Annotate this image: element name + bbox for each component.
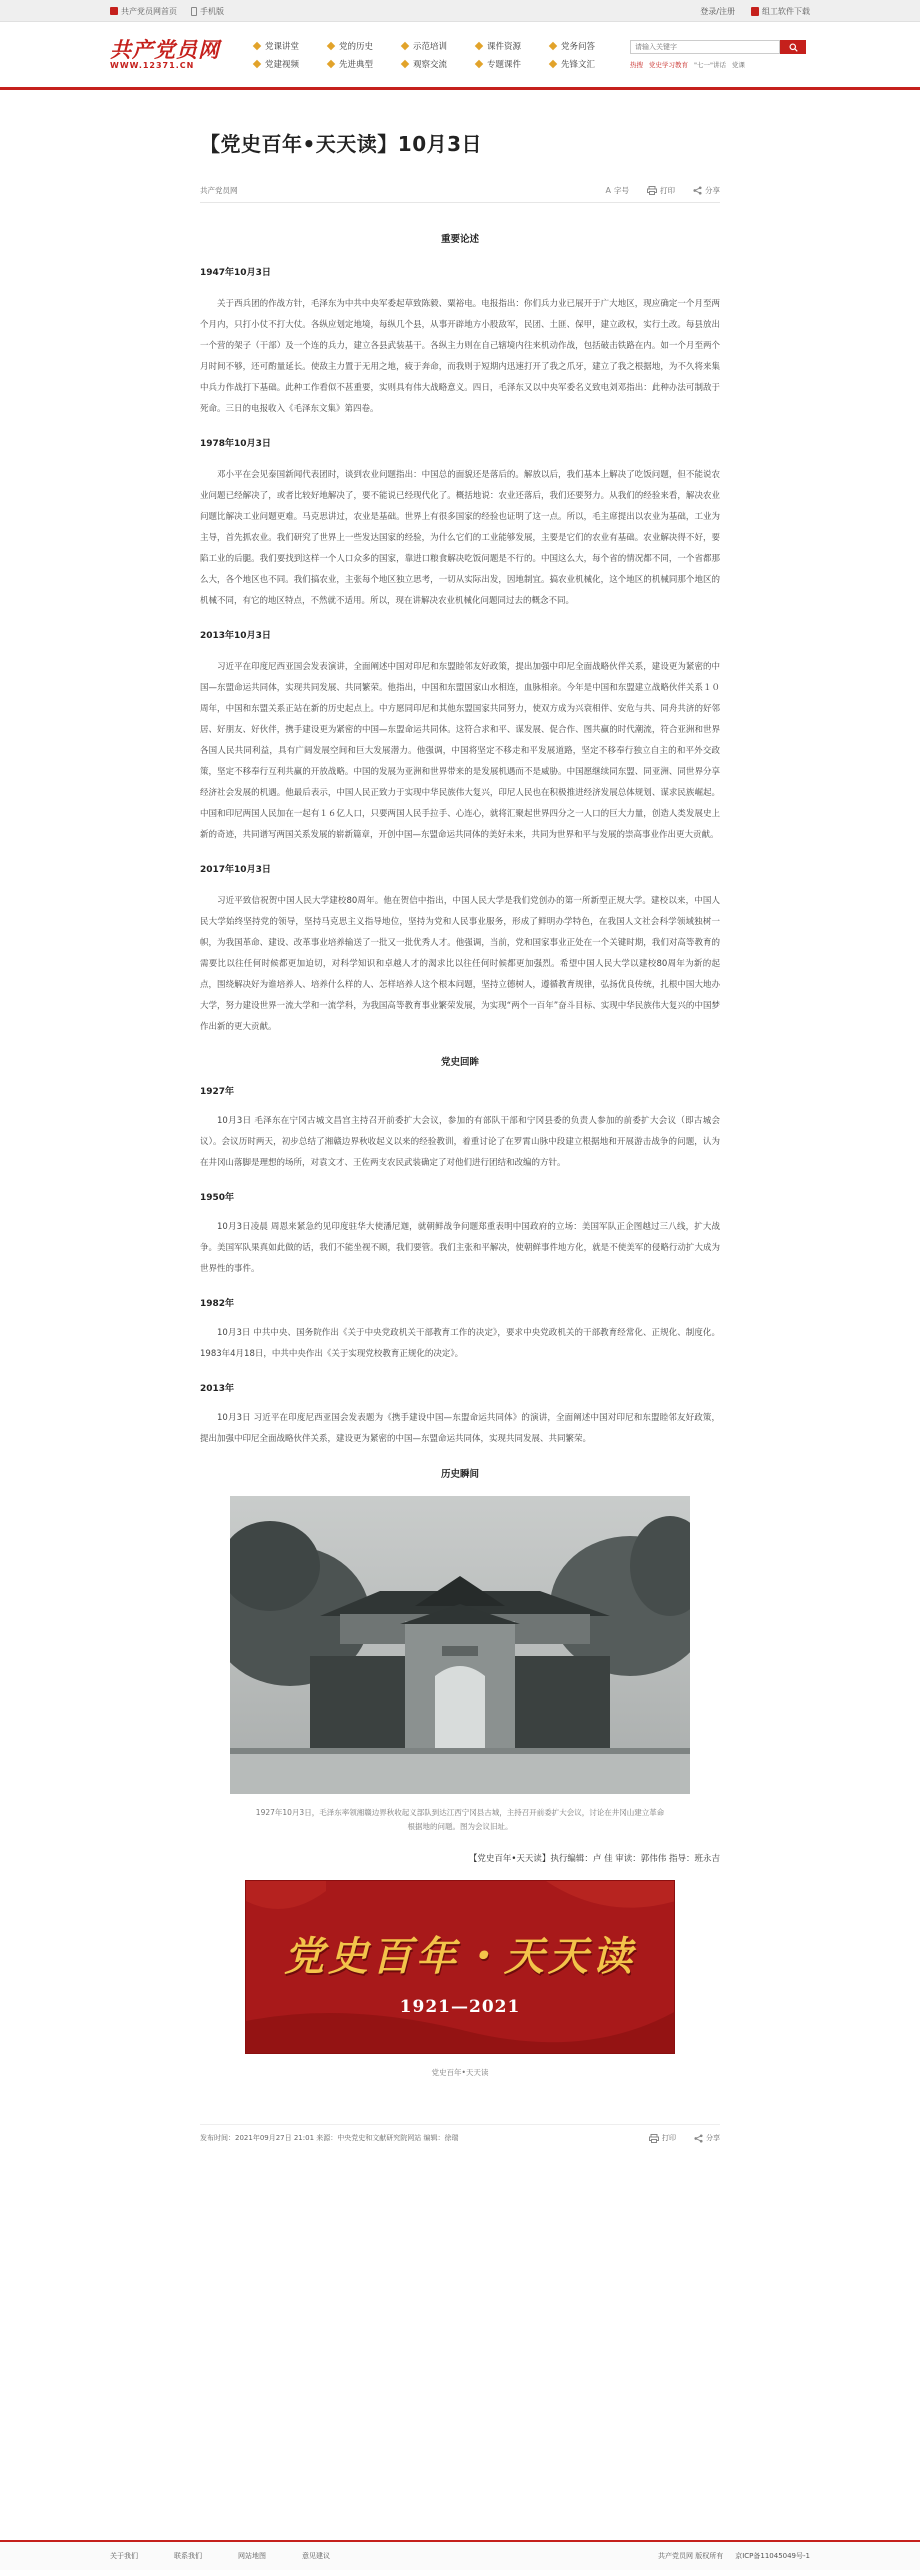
entry-date: 2013年10月3日 <box>200 631 271 641</box>
printer-icon <box>647 186 657 195</box>
editor-credit: 【党史百年•天天读】执行编辑：卢 佳 审读：郭伟伟 指导：班永吉 <box>468 1854 720 1864</box>
section-heading: 重要论述 <box>440 234 479 245</box>
mobile-icon <box>191 7 197 16</box>
nav-item[interactable]: 党建视频 <box>254 58 328 70</box>
bullet-icon <box>549 41 557 49</box>
series-banner <box>245 1880 675 2054</box>
download-icon <box>751 7 759 16</box>
nav-item[interactable]: 观察交流 <box>402 58 476 70</box>
search-icon <box>789 43 798 52</box>
search-button[interactable] <box>780 40 806 54</box>
home-link[interactable]: 共产党员网首页 <box>110 6 177 17</box>
share-icon <box>693 186 702 195</box>
download-link[interactable]: 组工软件下载 <box>751 6 810 17</box>
main-nav <box>254 40 624 70</box>
entry-text: 习近平在印度尼西亚国会发表演讲，全面阐述中国对印尼和东盟睦邻友好政策，提出加强中印尼全面战略伙伴关系，建设更为紧密的中国—东盟命运共同体，实现共同发展、共同繁荣。他指出，中国和东盟国家山水相连，血脉相亲。今年是中国和东盟建立战略伙伴关系１０周年，中国和东盟关系正站在新的历史起点上。中方愿同印尼和其他东盟国家共同努力，使双方成为兴衰相伴、安危与共、同舟共济的好邻居、好朋友、好伙伴，携手建设更为紧密的中国—东盟命运共同体。这符合求和平、谋发展、促合作、图共赢的时代潮流，符合亚洲和世界各国人民共同利益，具有广阔发展空间和巨大发展潜力。他强调，中国将坚定不移走和平发展道路，坚定不移奉行独立自主的和平外交政策，坚定不移奉行互利共赢的开放战略。中国的发展为亚洲和世界带来的是发展机遇而不是威胁。中国愿继续同东盟、同亚洲、同世界分享经济社会发展的机遇。他最后表示，中国人民正致力于实现中华民族伟大复兴，印尼人民也在积极推进经济发展总体规划、谋求民族崛起。中国和印尼两国人民加在一起有１６亿人口，只要两国人民手拉手、心连心，就将汇聚起世界四分之一人口的巨大力量，创造人类发展史上新的奇迹，共同谱写两国关系发展的崭新篇章，开创中国—东盟命运共同体的美好未来，共同为世界和平与发展的崇高事业作出更大贡献。 <box>200 662 720 840</box>
entry-date: 1950年 <box>200 1193 235 1203</box>
article <box>200 128 720 2149</box>
mobile-link[interactable]: 手机版 <box>191 6 224 17</box>
publish-meta <box>200 2124 720 2149</box>
font-size-button[interactable]: A 字号 <box>605 186 629 195</box>
bullet-icon <box>475 41 483 49</box>
entry-text: 10月3日 毛泽东在宁冈古城文昌宫主持召开前委扩大会议，参加的有部队干部和宁冈县委的负责人参加的前委扩大会议（即古城会议）。会议历时两天，初步总结了湘赣边界秋收起义以来的经验教训，着重讨论了在罗霄山脉中段建立根据地和开展游击战争的问题，认为在井冈山落脚是理想的场所，对袁文才、王佐两支农民武装确定了对他们进行团结和改编的方针。 <box>200 1116 720 1168</box>
entry-text: 习近平致信祝贺中国人民大学建校80周年。他在贺信中指出，中国人民大学是我们党创办的第一所新型正规大学。建校以来，中国人民大学始终坚持党的领导，坚持马克思主义指导地位，坚持为党和人民事业服务，形成了鲜明办学特色，在我国人文社会科学领域独树一帜，为我国革命、建设、改革事业培养输送了一批又一批优秀人才。他强调，当前，党和国家事业正处在一个关键时期，我们对高等教育的需要比以往任何时候都更加迫切，对科学知识和卓越人才的渴求比以往任何时候都更加强烈。希望中国人民大学以建校80周年为新的起点，围绕解决好为谁培养人、培养什么样的人、怎样培养人这个根本问题，坚持立德树人，遵循教育规律，弘扬优良传统，扎根中国大地办大学，努力建设世界一流大学和一流学科，为我国高等教育事业繁荣发展，为实现“两个一百年”奋斗目标、实现中华民族伟大复兴的中国梦作出新的更大贡献。 <box>200 896 720 1032</box>
print-button[interactable]: 打印 <box>649 2133 676 2143</box>
nav-item[interactable]: 先进典型 <box>328 58 402 70</box>
banner-caption: 党史百年•天天读 <box>431 2068 489 2077</box>
footer-link-feedback[interactable]: 意见建议 <box>302 2552 330 2560</box>
bullet-icon <box>327 41 335 49</box>
share-button[interactable]: 分享 <box>693 185 720 196</box>
entry-date: 2017年10月3日 <box>200 865 271 875</box>
icp-number[interactable]: 京ICP备11045049号-1 <box>735 2552 810 2560</box>
entry-text: 10月3日 习近平在印度尼西亚国会发表题为《携手建设中国—东盟命运共同体》的演讲，全面阐述中国对印尼和东盟睦邻友好政策，提出加强中印尼全面战略伙伴关系，建设更为紧密的中国—东盟命运共同体，实现共同发展、共同繁荣。 <box>200 1413 720 1444</box>
nav-item[interactable]: 先锋文汇 <box>550 58 624 70</box>
hot-word[interactable]: "七一"讲话 <box>694 61 726 69</box>
site-footer <box>0 2540 920 2570</box>
search-input[interactable] <box>630 40 780 54</box>
historical-photo <box>230 1496 690 1794</box>
hot-word[interactable]: 党史学习教育 <box>649 61 688 69</box>
copyright: 共产党员网 版权所有 <box>657 2552 724 2560</box>
section-heading: 历史瞬间 <box>440 1469 479 1480</box>
home-icon <box>110 7 118 15</box>
entry-text: 关于西兵团的作战方针，毛泽东为中共中央军委起草致陈毅、粟裕电。电报指出：你们兵力业已展开于广大地区，现应确定一个月至两个月内，只打小仗不打大仗。各纵应划定地境，每纵几个县，从事开辟地方小股敌军，民团、土匪、保甲，建立政权，实行土改。每县放出一个营的架子（干部）及一个连的兵力，建立各县武装基干。各纵主力则在自己辖境内往来机动作战，包括破击铁路在内。如一个月至两个月时间不够，还可酌量延长。使敌主力置于无用之地，疲于奔命，而我则于短期内迅速打开了我之爪牙，建立了我之根据地，为不久将来集中兵力作战打下基础。此种工作看似不甚重要，实则具有伟大战略意义。四日，毛泽东又以中央军委名义致电刘邓指出：此种办法可制敌于死命。三日的电报收入《毛泽东文集》第四卷。 <box>200 299 720 414</box>
article-title: 【党史百年•天天读】10月3日 <box>200 132 483 156</box>
entry-text: 邓小平在会见泰国新闻代表团时，谈到农业问题指出：中国总的面貌还是落后的。解放以后，我们基本上解决了吃饭问题，但不能说农业问题已经解决了，或者比较好地解决了，要不能说已经现代化了。概括地说：农业还落后，我们还要努力。从我们的经验来看，解决农业问题比解决工业问题更难。马克思讲过，农业是基础。世界上有很多国家的经验也证明了这一点。所以，毛主席提出以农业为基础，工业为主导，首先抓农业。我们研究了世界上一些发达国家的经验，为什么它们的工业能够发展，主要是它们的农业有基础。农业解决得不好，要陷工业的后腿。我们要找到这样一个人口众多的国家，靠进口粮食解决吃饭问题是不行的。中国这么大，每个省的情况都不同，一个省都那么大，各个地区也不同。我们搞农业，主张每个地区独立思考，一切从实际出发，因地制宜。搞农业机械化，这个地区的机械同那个地区的机械不同，有它的地区特点，不然就不适用。所以，现在讲解决农业机械化问题同过去的概念不同。 <box>200 470 720 606</box>
print-button[interactable]: 打印 <box>647 185 675 196</box>
entry-date: 2013年 <box>200 1384 235 1394</box>
footer-link-about[interactable]: 关于我们 <box>110 2552 138 2560</box>
section-heading: 党史回眸 <box>440 1057 479 1068</box>
login-link[interactable]: 登录/注册 <box>700 6 735 16</box>
hot-word[interactable]: 热搜 <box>630 61 643 69</box>
entry-date: 1947年10月3日 <box>200 268 271 278</box>
entry-date: 1927年 <box>200 1087 235 1097</box>
article-meta <box>200 185 720 203</box>
publish-info: 发布时间：2021年09月27日 21:01 来源：中央党史和文献研究院网站 编辑：徐瑞 <box>200 2134 459 2142</box>
bullet-icon <box>401 41 409 49</box>
banner-years: 1921—2021 <box>399 1997 521 2017</box>
bullet-icon <box>401 59 409 67</box>
entry-date: 1978年10月3日 <box>200 439 271 449</box>
footer-link-contact[interactable]: 联系我们 <box>174 2552 202 2560</box>
nav-item[interactable]: 专题课件 <box>476 58 550 70</box>
share-button[interactable]: 分享 <box>694 2133 720 2143</box>
site-logo[interactable]: 共产党员网 WWW.12371.CN <box>110 37 220 70</box>
photo-caption: 1927年10月3日，毛泽东率领湘赣边界秋收起义部队到达江西宁冈县古城，主持召开前委扩大会议，讨论在井冈山建立革命根据地的问题。图为会议旧址。 <box>255 1808 665 1831</box>
hot-word[interactable]: 党课 <box>731 61 745 69</box>
nav-item[interactable]: 党的历史 <box>328 40 402 52</box>
nav-item[interactable]: 示范培训 <box>402 40 476 52</box>
bullet-icon <box>253 41 261 49</box>
entry-date: 1982年 <box>200 1299 235 1309</box>
printer-icon <box>649 2134 659 2143</box>
site-header <box>0 22 920 90</box>
font-size-icon: A <box>605 186 611 195</box>
top-bar <box>0 0 920 22</box>
entry-text: 10月3日凌晨 周恩来紧急约见印度驻华大使潘尼迦，就朝鲜战争问题郑重表明中国政府的立场：美国军队正企图越过三八线，扩大战争。美国军队果真如此做的话，我们不能坐视不顾，我们要管。我们主张和平解决，使朝鲜事件地方化，就是不使美军的侵略行动扩大成为世界性的事件。 <box>200 1222 720 1274</box>
nav-item[interactable]: 课件资源 <box>476 40 550 52</box>
banner-title: 党史百年・天天读 <box>284 1933 636 1980</box>
nav-item[interactable]: 党课讲堂 <box>254 40 328 52</box>
bullet-icon <box>549 59 557 67</box>
bullet-icon <box>327 59 335 67</box>
search-area <box>630 40 810 69</box>
share-icon <box>694 2134 703 2143</box>
footer-link-sitemap[interactable]: 网站地图 <box>238 2552 266 2560</box>
meeting-site-image <box>230 1496 690 1794</box>
nav-item[interactable]: 党务问答 <box>550 40 624 52</box>
hot-search <box>630 60 810 69</box>
article-source: 共产党员网 <box>200 186 238 195</box>
entry-text: 10月3日 中共中央、国务院作出《关于中央党政机关干部教育工作的决定》，要求中央党政机关的干部教育经常化、正规化、制度化。1983年4月18日，中共中央作出《关于实现党校教育正规化的决定》。 <box>200 1328 720 1359</box>
bullet-icon <box>253 59 261 67</box>
bullet-icon <box>475 59 483 67</box>
